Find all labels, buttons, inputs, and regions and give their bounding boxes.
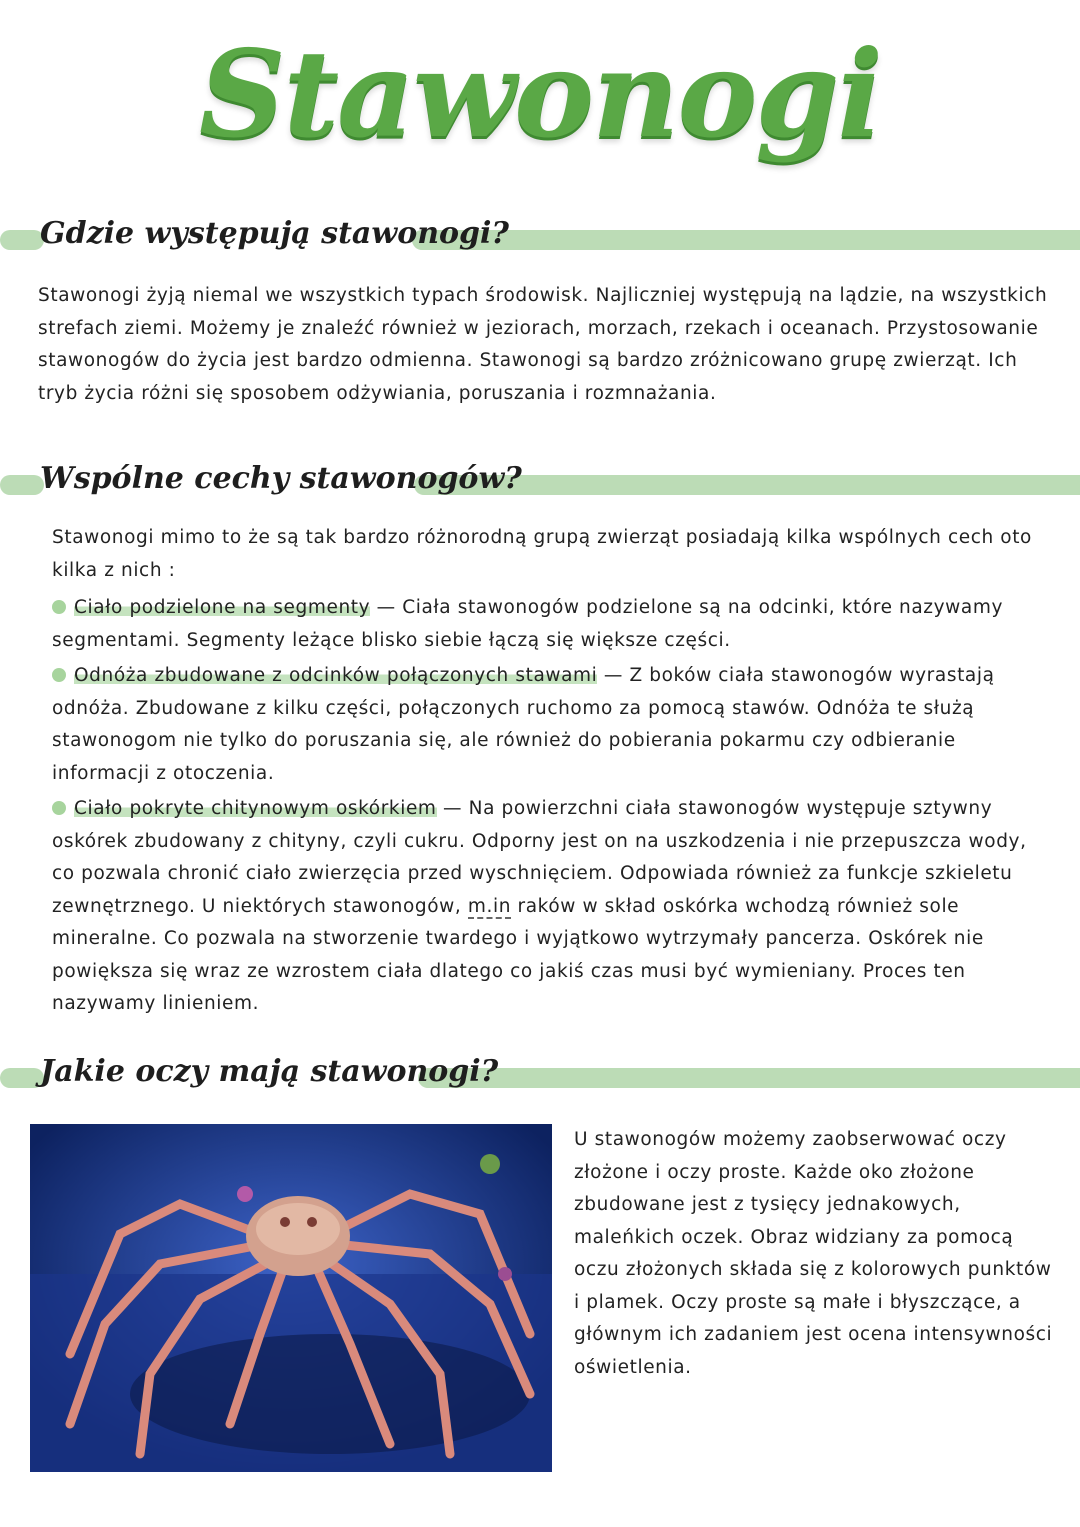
section-heading: Gdzie występują stawonogi? xyxy=(40,216,509,251)
bullet-text: — Z boków ciała stawonogów wyrastają odnóża. Zbudowane z kilku części, połączonych ruchomo za pomocą stawów. Odnóża te służą stawonogom nie tylko do poruszania się, ale również do pobierania pokarmu czy odbieranie informacji z otoczenia. xyxy=(52,665,995,784)
section-bar-left xyxy=(0,475,44,495)
page-title: Stawonogi xyxy=(199,24,881,165)
feature-bullet-cuticle xyxy=(52,793,1042,1021)
bullet-dot-icon xyxy=(52,668,66,682)
spider-crab-illustration xyxy=(30,1124,552,1472)
bullet-term: Ciało pokryte chitynowym oskórkiem xyxy=(74,798,437,819)
section-header-eyes xyxy=(0,1054,1080,1098)
abbreviation: m.in xyxy=(467,895,512,917)
bullet-term: Odnóża zbudowane z odcinków połączonych stawami xyxy=(74,665,598,686)
section-intro-features: Stawonogi mimo to że są tak bardzo różnorodną grupą zwierząt posiadają kilka wspólnych cech oto kilka z nich : xyxy=(52,527,1032,581)
feature-bullet-legs xyxy=(52,660,1042,790)
bullet-text-before: — Na powierzchni ciała stawonogów występuje sztywny oskórek zbudowany z chityny, czyli cukru. Odporny jest on na uszkodzenia i nie przepuszcza wody, co pozwala chronić ciało zwierzęcia przed wyschnięciem. Odpowiada również za funkcje szkieletu zewnętrznego. U niektórych stawonogów, xyxy=(52,798,1027,917)
bullet-dot-icon xyxy=(52,801,66,815)
bullet-text-after: raków w skład oskórka wchodzą również sole mineralne. Co pozwala na stworzenie twardego i wyjątkowo wytrzymały pancerza. Oskórek nie powiększa się wraz ze wzrostem ciała dlatego co jakiś czas musi być wymieniany. Proces ten nazywamy linieniem. xyxy=(52,895,984,1014)
section-header-where xyxy=(0,216,1080,260)
section-heading: Wspólne cechy stawonogów? xyxy=(40,461,522,496)
section-bar-left xyxy=(0,1068,44,1088)
section-text-where: Stawonogi żyją niemal we wszystkich typach środowisk. Najliczniej występują na lądzie, na wszystkich strefach ziemi. Możemy je znaleźć również w jeziorach, morzach, rzekach i oceanach. Przystosowanie stawonogów do życia jest bardzo odmienna. Stawonogi są bardzo zróżnicowano grupę zwierząt. Ich tryb życia różni się sposobem odżywiania, poruszania i rozmnażania. xyxy=(38,285,1048,404)
section-bar-left xyxy=(0,230,44,250)
crab-photo xyxy=(30,1124,552,1472)
section-text-eyes: U stawonogów możemy zaobserwować oczy złożone i oczy proste. Każde oko złożone zbudowane jest z tysięcy jednakowych, maleńkich oczek. Obraz widziany za pomocą oczu złożonych składa się z kolorowych punktów i plamek. Oczy proste są małe i błyszczące, a głównym ich zadaniem jest ocena intensywności oświetlenia. xyxy=(574,1129,1053,1378)
bullet-text: — Ciała stawonogów podzielone są na odcinki, które nazywamy segmentami. Segmenty leżące blisko siebie łączą się większe części. xyxy=(52,597,1003,651)
section-bar-right xyxy=(418,1068,1080,1088)
bullet-dot-icon xyxy=(52,600,66,614)
section-bar-right xyxy=(412,230,1080,250)
bullet-term: Ciało podzielone na segmenty xyxy=(74,597,371,618)
feature-bullet-segments xyxy=(52,592,1042,657)
section-header-features xyxy=(0,461,1080,505)
section-heading: Jakie oczy mają stawonogi? xyxy=(40,1054,499,1089)
